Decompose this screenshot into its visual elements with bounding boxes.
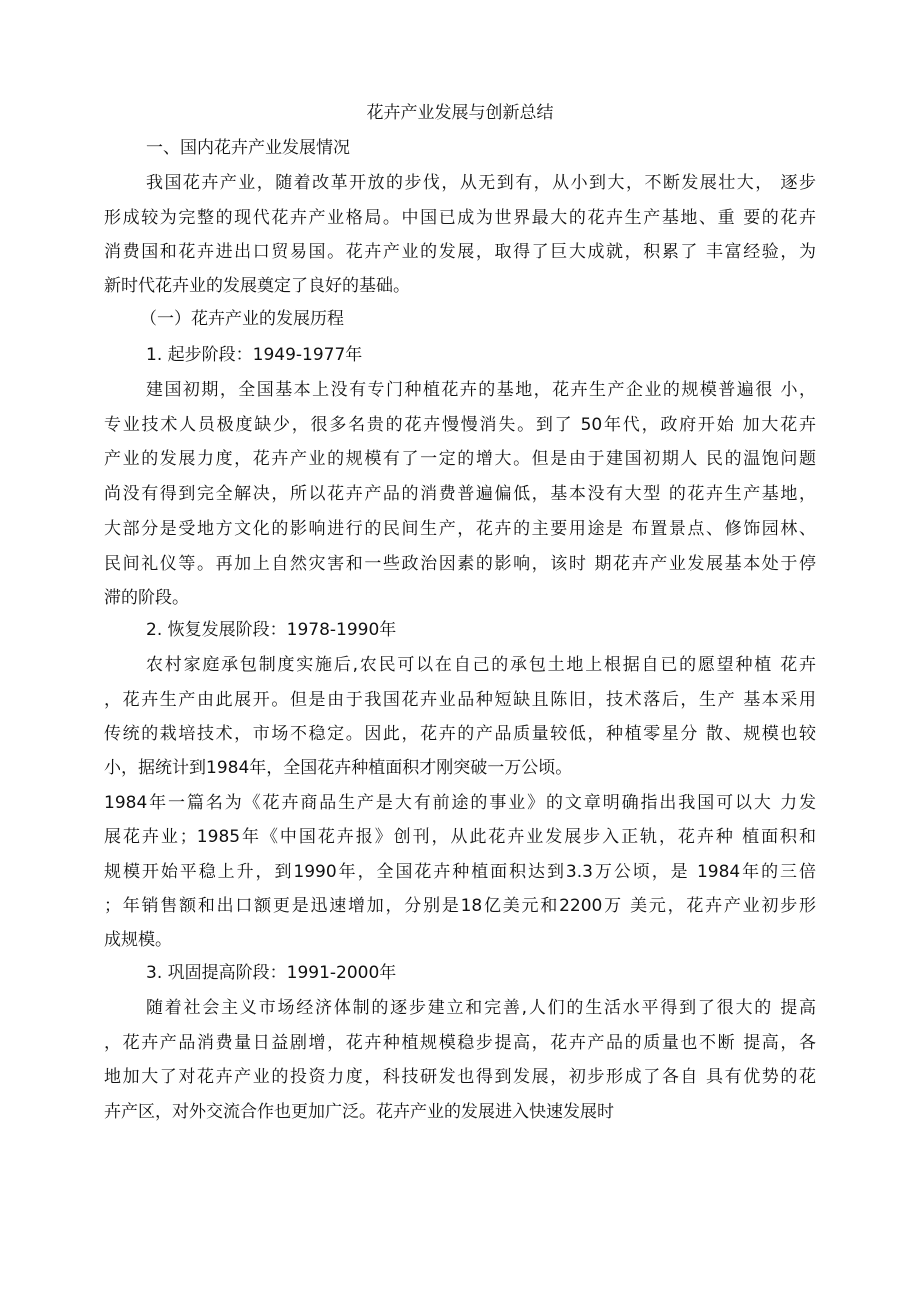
stage-heading: 2. 恢复发展阶段：1978-1990年 xyxy=(146,620,397,640)
paragraph-line: ，花卉产品消费量日益剧增，花卉种植规模稳步提高，花卉产品的质量也不断 提高，各 xyxy=(104,1033,816,1053)
stage-heading: 1. 起步阶段：1949-1977年 xyxy=(146,345,363,365)
paragraph-line: 民间礼仪等。再加上自然灾害和一些政治因素的影响，该时 期花卉产业发展基本处于停 xyxy=(104,554,816,574)
paragraph-line: 滞的阶段。 xyxy=(104,588,189,608)
paragraph-line: 新时代花卉业的发展奠定了良好的基础。 xyxy=(104,276,410,296)
paragraph-line: ；年销售额和出口额更是迅速增加，分别是18亿美元和2200万 美元，花卉产业初步形 xyxy=(104,896,816,916)
subsection-heading: （一）花卉产业的发展历程 xyxy=(140,309,344,329)
document-title: 花卉产业发展与创新总结 xyxy=(366,103,554,123)
paragraph-line: 大部分是受地方文化的影响进行的民间生产，花卉的主要用途是 布置景点、修饰园林、 xyxy=(104,519,816,539)
paragraph-line: 建国初期，全国基本上没有专门种植花卉的基地，花卉生产企业的规模普遍很 小， xyxy=(146,380,816,400)
paragraph-line: 1984年一篇名为《花卉商品生产是大有前途的事业》的文章明确指出我国可以大 力发 xyxy=(104,793,816,813)
paragraph-line: 小，据统计到1984年，全国花卉种植面积才刚突破一万公顷。 xyxy=(104,758,573,778)
paragraph-line: 规模开始平稳上升，到1990年，全国花卉种植面积达到3.3万公顷，是 1984年的三倍 xyxy=(104,862,816,882)
paragraph-line: 传统的栽培技术，市场不稳定。因此，花卉的产品质量较低，种植零星分 散、规模也较 xyxy=(104,724,816,744)
paragraph-line: 尚没有得到完全解决，所以花卉产品的消费普遍偏低，基本没有大型 的花卉生产基地， xyxy=(104,484,816,504)
paragraph-line: 农村家庭承包制度实施后,农民可以在自己的承包土地上根据自已的愿望种植 花卉 xyxy=(146,655,816,675)
paragraph-line: ，花卉生产由此展开。但是由于我国花卉业品种短缺且陈旧，技术落后，生产 基本采用 xyxy=(104,690,816,710)
paragraph-line: 卉产区，对外交流合作也更加广泛。花卉产业的发展进入快速发展时 xyxy=(104,1102,614,1122)
paragraph-line: 形成较为完整的现代花卉产业格局。中国已成为世界最大的花卉生产基地、重 要的花卉 xyxy=(104,208,816,228)
stage-heading: 3. 巩固提高阶段：1991-2000年 xyxy=(146,963,397,983)
paragraph-line: 成规模。 xyxy=(104,930,172,950)
paragraph-line: 展花卉业；1985年《中国花卉报》创刊，从此花卉业发展步入正轨，花卉种 植面积和 xyxy=(104,827,816,847)
paragraph-line: 随着社会主义市场经济体制的逐步建立和完善,人们的生活水平得到了很大的 提高 xyxy=(146,998,816,1018)
paragraph-line: 消费国和花卉进出口贸易国。花卉产业的发展，取得了巨大成就，积累了 丰富经验，为 xyxy=(104,242,816,262)
paragraph-line: 产业的发展力度，花卉产业的规模有了一定的增大。但是由于建国初期人 民的温饱问题 xyxy=(104,449,816,469)
paragraph-line: 我国花卉产业，随着改革开放的步伐，从无到有，从小到大，不断发展壮大， 逐步 xyxy=(146,173,816,193)
paragraph-line: 地加大了对花卉产业的投资力度，科技研发也得到发展，初步形成了各自 具有优势的花 xyxy=(104,1067,816,1087)
section-heading: 一、国内花卉产业发展情况 xyxy=(146,138,350,158)
paragraph-line: 专业技术人员极度缺少，很多名贵的花卉慢慢消失。到了 50年代，政府开始 加大花卉 xyxy=(104,415,816,435)
